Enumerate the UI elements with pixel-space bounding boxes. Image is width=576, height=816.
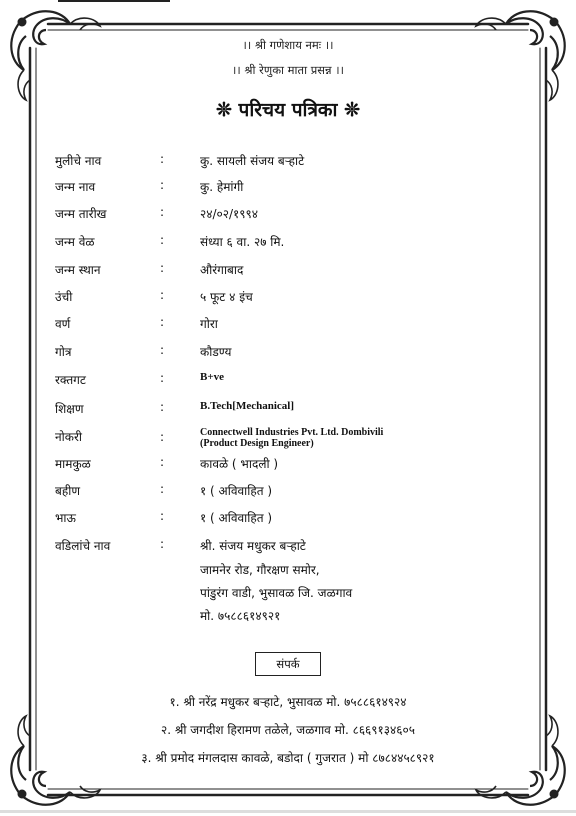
detail-value: औरंगाबाद: [200, 263, 244, 277]
detail-value: B+ve: [200, 371, 224, 383]
detail-colon: :: [160, 261, 165, 275]
detail-label: बहीण: [55, 484, 81, 498]
contact-heading: संपर्क: [255, 652, 321, 676]
detail-value: कु. हेमांगी: [200, 180, 244, 194]
page-title: ❊ परिचय पत्रिका ❊: [216, 99, 360, 121]
detail-colon: :: [160, 371, 165, 385]
detail-label: वर्ण: [55, 317, 71, 331]
detail-colon: :: [160, 343, 165, 357]
detail-label: जन्म स्थान: [55, 263, 101, 277]
detail-colon: :: [160, 178, 165, 192]
detail-label: गोत्र: [55, 345, 72, 359]
top-rule: [58, 0, 170, 2]
contact-line: ३. श्री प्रमोद मंगलदास कावळे, बडोदा ( गुजरात ) मो ८७८४४५८९२१: [141, 751, 435, 765]
contact-line: २. श्री जगदीश हिरामण तळेले, जळगाव मो. ८६६९१३४६०५: [161, 723, 415, 737]
detail-value: गोरा: [200, 317, 218, 331]
detail-row-birth-date: [0, 205, 576, 227]
detail-colon: :: [160, 455, 165, 469]
detail-colon: :: [160, 537, 165, 551]
detail-label: नोकरी: [55, 430, 83, 444]
detail-row-complexion: [0, 315, 576, 337]
detail-row-birth-place: [0, 261, 576, 283]
detail-row-brother: [0, 509, 576, 531]
detail-value: B.Tech[Mechanical]: [200, 400, 294, 412]
detail-colon: :: [160, 509, 165, 523]
detail-row-birth-name: [0, 178, 576, 200]
detail-label: शिक्षण: [55, 402, 84, 416]
detail-colon: :: [160, 152, 165, 166]
detail-label: उंची: [55, 290, 73, 304]
bottom-rule: [0, 810, 576, 813]
detail-label: मुलीचे नाव: [55, 154, 102, 168]
detail-label: जन्म वेळ: [55, 235, 95, 249]
detail-colon: :: [160, 430, 165, 444]
father-phone: मो. ७५८८६१४९२१: [200, 609, 281, 623]
detail-row-father-name: [0, 537, 576, 559]
detail-colon: :: [160, 400, 165, 414]
detail-row-sister: [0, 482, 576, 504]
detail-row-gotra: [0, 343, 576, 365]
detail-colon: :: [160, 315, 165, 329]
detail-value: श्री. संजय मधुकर बऱ्हाटे: [200, 539, 306, 553]
detail-value: संध्या ६ वा. २७ मि.: [200, 235, 285, 249]
detail-row-maternal-family: [0, 455, 576, 477]
detail-label: मामकुळ: [55, 457, 91, 471]
detail-row-name: [0, 152, 576, 174]
detail-value: कु. सायली संजय बऱ्हाटे: [200, 154, 305, 168]
father-address-line: जामनेर रोड, गौरक्षण समोर,: [200, 563, 320, 577]
detail-value: ५ फूट ४ इंच: [200, 290, 253, 304]
invocation-ganesha: ।। श्री गणेशाय नमः ।।: [242, 38, 334, 52]
detail-row-job: [0, 427, 576, 453]
detail-value: १ ( अविवाहित ): [200, 484, 273, 498]
detail-label: वडिलांचे नाव: [55, 539, 111, 553]
detail-colon: :: [160, 482, 165, 496]
contact-line: १. श्री नरेंद्र मधुकर बऱ्हाटे, भुसावळ मो. ७५८८६१४९२४: [169, 695, 407, 709]
detail-row-blood-group: [0, 371, 576, 393]
detail-label: जन्म नाव: [55, 180, 96, 194]
detail-value-secondary: (Product Design Engineer): [200, 438, 314, 449]
detail-value: १ ( अविवाहित ): [200, 511, 273, 525]
detail-label: भाऊ: [55, 511, 76, 525]
invocation-renuka: ।। श्री रेणुका माता प्रसन्न ।।: [232, 63, 344, 77]
detail-value: कौडण्य: [200, 345, 232, 359]
detail-row-height: [0, 288, 576, 310]
father-address-line: पांडुरंग वाडी, भुसावळ जि. जळगाव: [200, 586, 353, 600]
detail-row-education: [0, 400, 576, 422]
detail-value: कावळे ( भादली ): [200, 457, 279, 471]
detail-colon: :: [160, 288, 165, 302]
detail-value: २४/०२/१९९४: [200, 207, 259, 221]
detail-label: रक्तगट: [55, 373, 86, 387]
detail-label: जन्म तारीख: [55, 207, 107, 221]
detail-value: Connectwell Industries Pvt. Ltd. Dombivili: [200, 427, 384, 438]
detail-colon: :: [160, 205, 165, 219]
detail-colon: :: [160, 233, 165, 247]
detail-row-birth-time: [0, 233, 576, 255]
